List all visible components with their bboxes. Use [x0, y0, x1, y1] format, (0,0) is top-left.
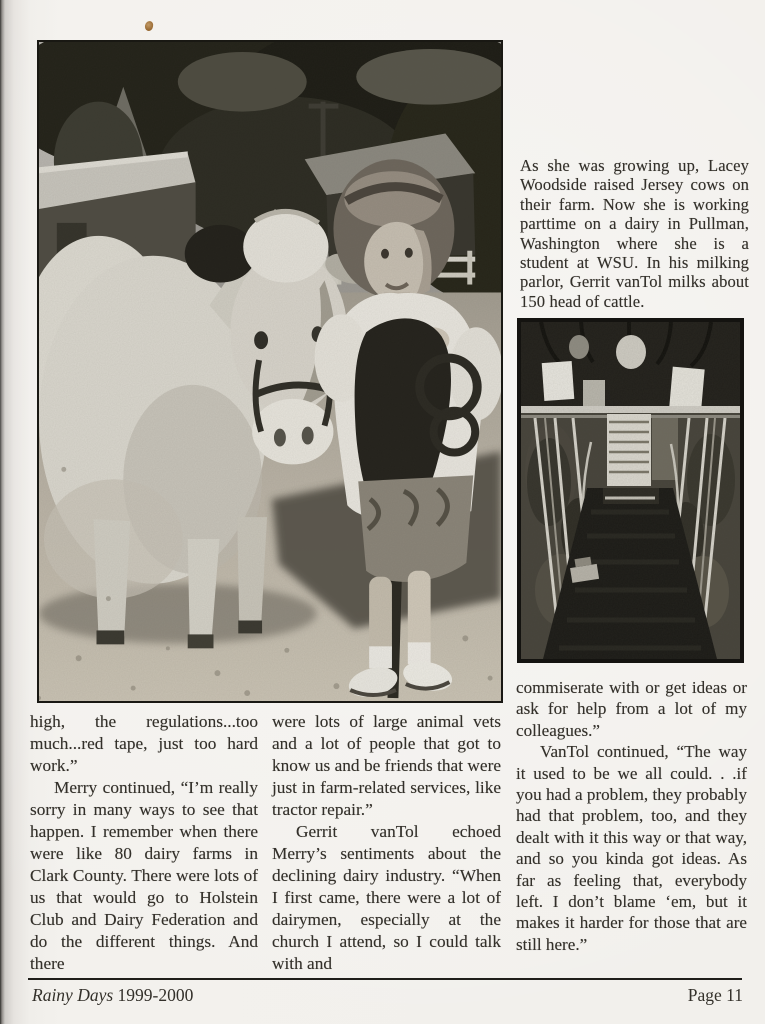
article-column-right — [516, 677, 747, 955]
paragraph-continued: were lots of large animal vets and a lot of people that got to know us and be friends that were just in farm-related services, like tractor repair.” — [272, 712, 501, 819]
footer-rule — [28, 978, 742, 980]
paragraph: Gerrit vanTol echoed Merry’s sentiments about the declining dairy industry. “When I first came, there were a lot of dairymen, especially at the church I attend, so I could talk with and — [272, 822, 501, 973]
paragraph-continued: high, the regulations...too much...red tape, just too hard work.” — [30, 712, 258, 775]
dust-speck — [144, 20, 154, 31]
journal-name: Rainy Days — [32, 985, 114, 1005]
cow-and-girl-illustration — [39, 42, 501, 701]
article-column-left — [30, 711, 258, 975]
footer-journal-title — [32, 985, 193, 1006]
paragraph-continued: commiserate with or get ideas or ask for help from a lot of my colleagues.” — [516, 678, 747, 740]
paragraph: Merry continued, “I’m really sorry in many ways to see that happen. I remember when there were like 80 dairy farms in Clark County. There were lots of us that would go to Holstein Club and Dairy Federation and do the different things. And there — [30, 778, 258, 973]
article-column-middle — [272, 711, 501, 975]
cow-and-girl-photo — [37, 40, 503, 703]
photo-caption: As she was growing up, Lacey Woodside raised Jersey cows on their farm. Now she is working parttime on a dairy in Pullman, Washington where she is a student at WSU. In his milking parlor, Gerrit vanTol milks about 150 head of cattle. — [520, 156, 749, 311]
footer-page-number: Page 11 — [687, 985, 743, 1005]
milking-parlor-illustration — [521, 322, 740, 659]
journal-years: 1999-2000 — [117, 985, 194, 1005]
paragraph: VanTol continued, “The way it used to be we all could. . .if you had a problem, they probably had that problem, too, and they dealt with it this way or that way, and so you kinda got ideas. As far as feeling that, everybody left. I don’t blame ‘em, but it makes it harder for those that are still here.” — [516, 742, 747, 954]
milking-parlor-photo — [517, 318, 744, 663]
